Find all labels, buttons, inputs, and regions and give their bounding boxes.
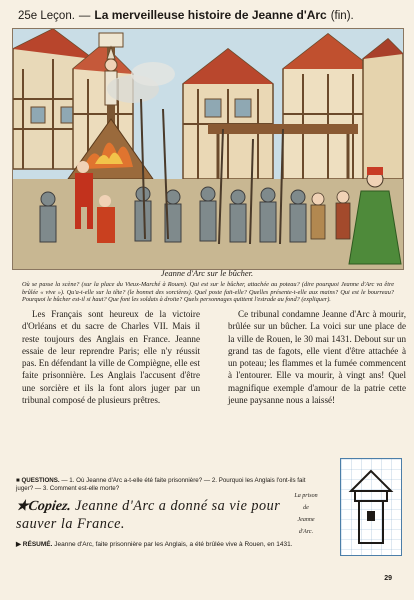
prison-caption-line-4: d'Arc. [298,529,314,535]
illustration-drawing [13,29,403,269]
copy-sentence: Jeanne d'Arc a donné sa vie pour sauver la France. [16,498,281,532]
prison-caption [288,490,324,538]
question-2: 2. Pourquoi les Anglais l'ont-ils fait juger? — [16,477,306,492]
copy-exercise [16,497,306,533]
prison-caption-line-3: Jeanne [297,517,315,523]
question-1: — 1. Où Jeanne d'Arc a-t-elle été faite prisonnière? — [61,477,211,484]
prison-tower-drawing-grid [340,458,402,556]
prison-caption-line-2: de [303,505,309,511]
title-suffix: (fin). [330,10,354,22]
lesson-number: 25e Leçon. [18,10,75,22]
page-header [18,8,400,24]
picture-questions: Où se passe la scène? (sur la place du Vieux-Marché à Rouen). Qui est sur le bûcher, attachée au poteau? (dire pourquoi Jeanne d'Arc va être brûlée « vive »). Qu'a-t-elle sur la tête? (le bonnet des sorcières). Quel poste fait-elle? Quelles présente-t-elle aux mains? Qui est le bourreau? Pourquoi le bûcher est-il si haut? Que font les soldats à droite? Quels personnages quittent l'estrade au fond? (expliquer). [22,281,394,304]
question-3: 3. Comment est-elle morte? [42,485,120,492]
illustration-caption: Jeanne d'Arc sur le bûcher. [160,268,254,278]
resume-heading: ▶ RÉSUMÉ. [16,541,53,548]
body-text-right: Ce tribunal condamne Jeanne d'Arc à mourir, brûlée sur un bûcher. La voici sur une place de la ville de Rouen, le 30 mai 1431. Debout sur un grand tas de fagots, elle vient d'être attachée à un poteau; les flammes et la fumée commencent à l'entourer. Elle va mourir, à vingt ans! Quel magnifique exemple d'amour de la patrie cette jeune paysanne nous a laissé! [228,309,406,406]
resume-section [16,540,308,549]
questions-heading: ■ QUESTIONS. [16,477,60,484]
resume-text: Jeanne d'Arc, faite prisonnière par les Anglais, a été brûlée vive à Rouen, en 1431. [54,541,293,548]
questions-section [16,477,306,493]
body-text-left: Les Français sont heureux de la victoire d'Orléans et du sacre de Charles VII. Mais il reste toujours des Anglais en France. Jeanne essaie de leur reprendre Paris; elle n'y réussit pas. En défendant la ville de Compiègne, elle est faite prisonnière. Les Anglais l'accusent d'être une sorcière et ils la font alors juger par un tribunal composé de plusieurs prêtres. [22,309,200,406]
copy-label: ★Copiez. [14,499,73,514]
header-dash: — [78,10,91,22]
page-title: La merveilleuse histoire de Jeanne d'Arc [94,8,327,22]
tower-icon [341,459,401,555]
illustration-joan-stake [12,28,404,270]
prison-caption-line-1: La prison [294,493,318,499]
page-number: 29 [384,575,392,582]
